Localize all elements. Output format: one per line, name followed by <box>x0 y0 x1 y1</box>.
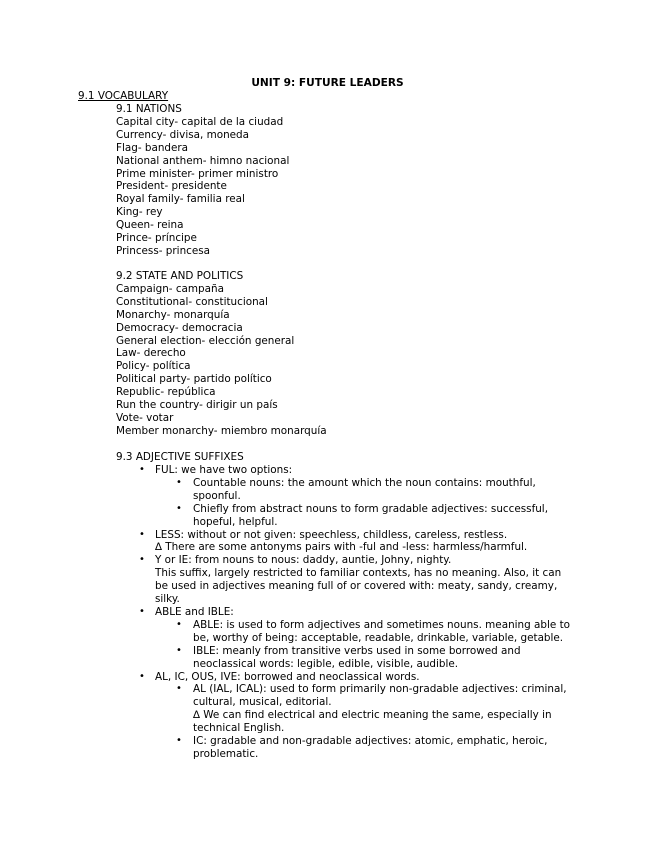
sub-list-item <box>176 618 575 645</box>
list-item-text: AL, IC, OUS, IVE: borrowed and neoclassical words. <box>155 670 420 683</box>
bullet-icon: • <box>176 502 182 514</box>
section-heading: 9.1 VOCABULARY <box>78 90 169 102</box>
bullet-icon: • <box>176 644 182 656</box>
vocab-item: Flag- bandera <box>116 141 189 154</box>
note-text: ∆ We can find electrical and electric meaning the same, especially in technical English. <box>193 709 552 735</box>
suffixes-heading: 9.3 ADJECTIVE SUFFIXES <box>116 451 244 463</box>
suffix-list <box>139 464 575 761</box>
sub-list-item <box>176 683 575 735</box>
sub-list-item <box>176 502 575 529</box>
bullet-icon: • <box>139 605 145 617</box>
bullet-icon: • <box>139 528 145 540</box>
list-item-text: Y or IE: from nouns to nous: daddy, auntie, Johny, nighty. <box>155 554 452 567</box>
vocab-item: Queen- reina <box>116 219 184 232</box>
bullet-icon: • <box>176 735 182 747</box>
vocab-item: Political party- partido político <box>116 373 272 386</box>
vocab-item: Constitutional- constitucional <box>116 295 268 308</box>
nations-block <box>116 103 289 258</box>
bullet-icon: • <box>176 476 182 488</box>
vocab-item: Run the country- dirigir un país <box>116 399 278 412</box>
vocab-item: Vote- votar <box>116 411 174 424</box>
bullet-icon: • <box>139 554 145 566</box>
sub-item-text: IBLE: meanly from transitive verbs used in some borrowed and neoclassical words: legible, edible, visible, audible. <box>193 644 521 670</box>
list-item-al <box>139 670 575 761</box>
vocab-item: Capital city- capital de la ciudad <box>116 115 284 128</box>
vocab-item: Monarchy- monarquía <box>116 308 230 321</box>
sub-item-text: AL (IAL, ICAL): used to form primarily non-gradable adjectives: criminal, cultural, musical, editorial. <box>193 683 567 709</box>
vocab-item: Campaign- campaña <box>116 282 224 295</box>
list-item-less <box>139 528 575 555</box>
list-item-text: FUL: we have two options: <box>155 464 293 476</box>
vocab-item: Democracy- democracia <box>116 321 243 334</box>
vocab-item: National anthem- himno nacional <box>116 154 290 167</box>
vocab-item: Member monarchy- miembro monarquía <box>116 424 327 437</box>
vocab-item: Policy- política <box>116 360 191 373</box>
list-item-y <box>139 554 575 606</box>
bullet-icon: • <box>176 618 182 630</box>
vocab-item: Prime minister- primer ministro <box>116 167 279 180</box>
vocab-item: Prince- príncipe <box>116 232 197 245</box>
unit-title: UNIT 9: FUTURE LEADERS <box>251 77 404 89</box>
sub-item-text: Countable nouns: the amount which the noun contains: mouthful, spoonful. <box>193 476 536 502</box>
vocab-item: Royal family- familia real <box>116 193 245 206</box>
bullet-icon: • <box>139 464 145 475</box>
vocab-item: Princess- princesa <box>116 244 211 257</box>
suffixes-block <box>116 451 244 464</box>
vocab-item: General election- elección general <box>116 334 295 347</box>
list-item-able <box>139 605 575 671</box>
list-item-text: ABLE and IBLE: <box>155 605 234 618</box>
politics-heading: 9.2 STATE AND POLITICS <box>116 270 244 282</box>
vocab-item: Law- derecho <box>116 347 186 360</box>
list-item-ful <box>139 464 575 529</box>
sub-list <box>176 683 575 760</box>
nations-heading: 9.1 NATIONS <box>116 103 182 115</box>
sub-list <box>176 618 575 671</box>
sub-list-item <box>176 644 575 671</box>
sub-list-item <box>176 735 575 761</box>
vocab-item: King- rey <box>116 206 163 219</box>
vocab-item: President- presidente <box>116 180 227 193</box>
sub-item-text: IC: gradable and non-gradable adjectives: atomic, emphatic, heroic, problematic. <box>193 735 548 760</box>
note-text: This suffix, largely restricted to familiar contexts, has no meaning. Also, it can be used in adjectives meaning full of or covered with: meaty, sandy, creamy, silky. <box>155 567 562 606</box>
sub-item-text: Chiefly from abstract nouns to form gradable adjectives: successful, hopeful, helpful. <box>193 502 549 528</box>
bullet-icon: • <box>176 683 182 695</box>
note-text: ∆ There are some antonyms pairs with -ful and -less: harmless/harmful. <box>155 541 528 554</box>
vocab-item: Currency- divisa, moneda <box>116 128 250 141</box>
politics-block <box>116 270 327 438</box>
list-item-text: LESS: without or not given: speechless, childless, careless, restless. <box>155 528 508 541</box>
bullet-icon: • <box>139 670 145 682</box>
sub-item-text: ABLE: is used to form adjectives and sometimes nouns. meaning able to be, worthy of being: acceptable, readable, drinkable, variable, getable. <box>193 618 571 644</box>
sub-list-item <box>176 476 575 503</box>
vocab-item: Republic- república <box>116 386 216 399</box>
sub-list <box>176 476 575 529</box>
